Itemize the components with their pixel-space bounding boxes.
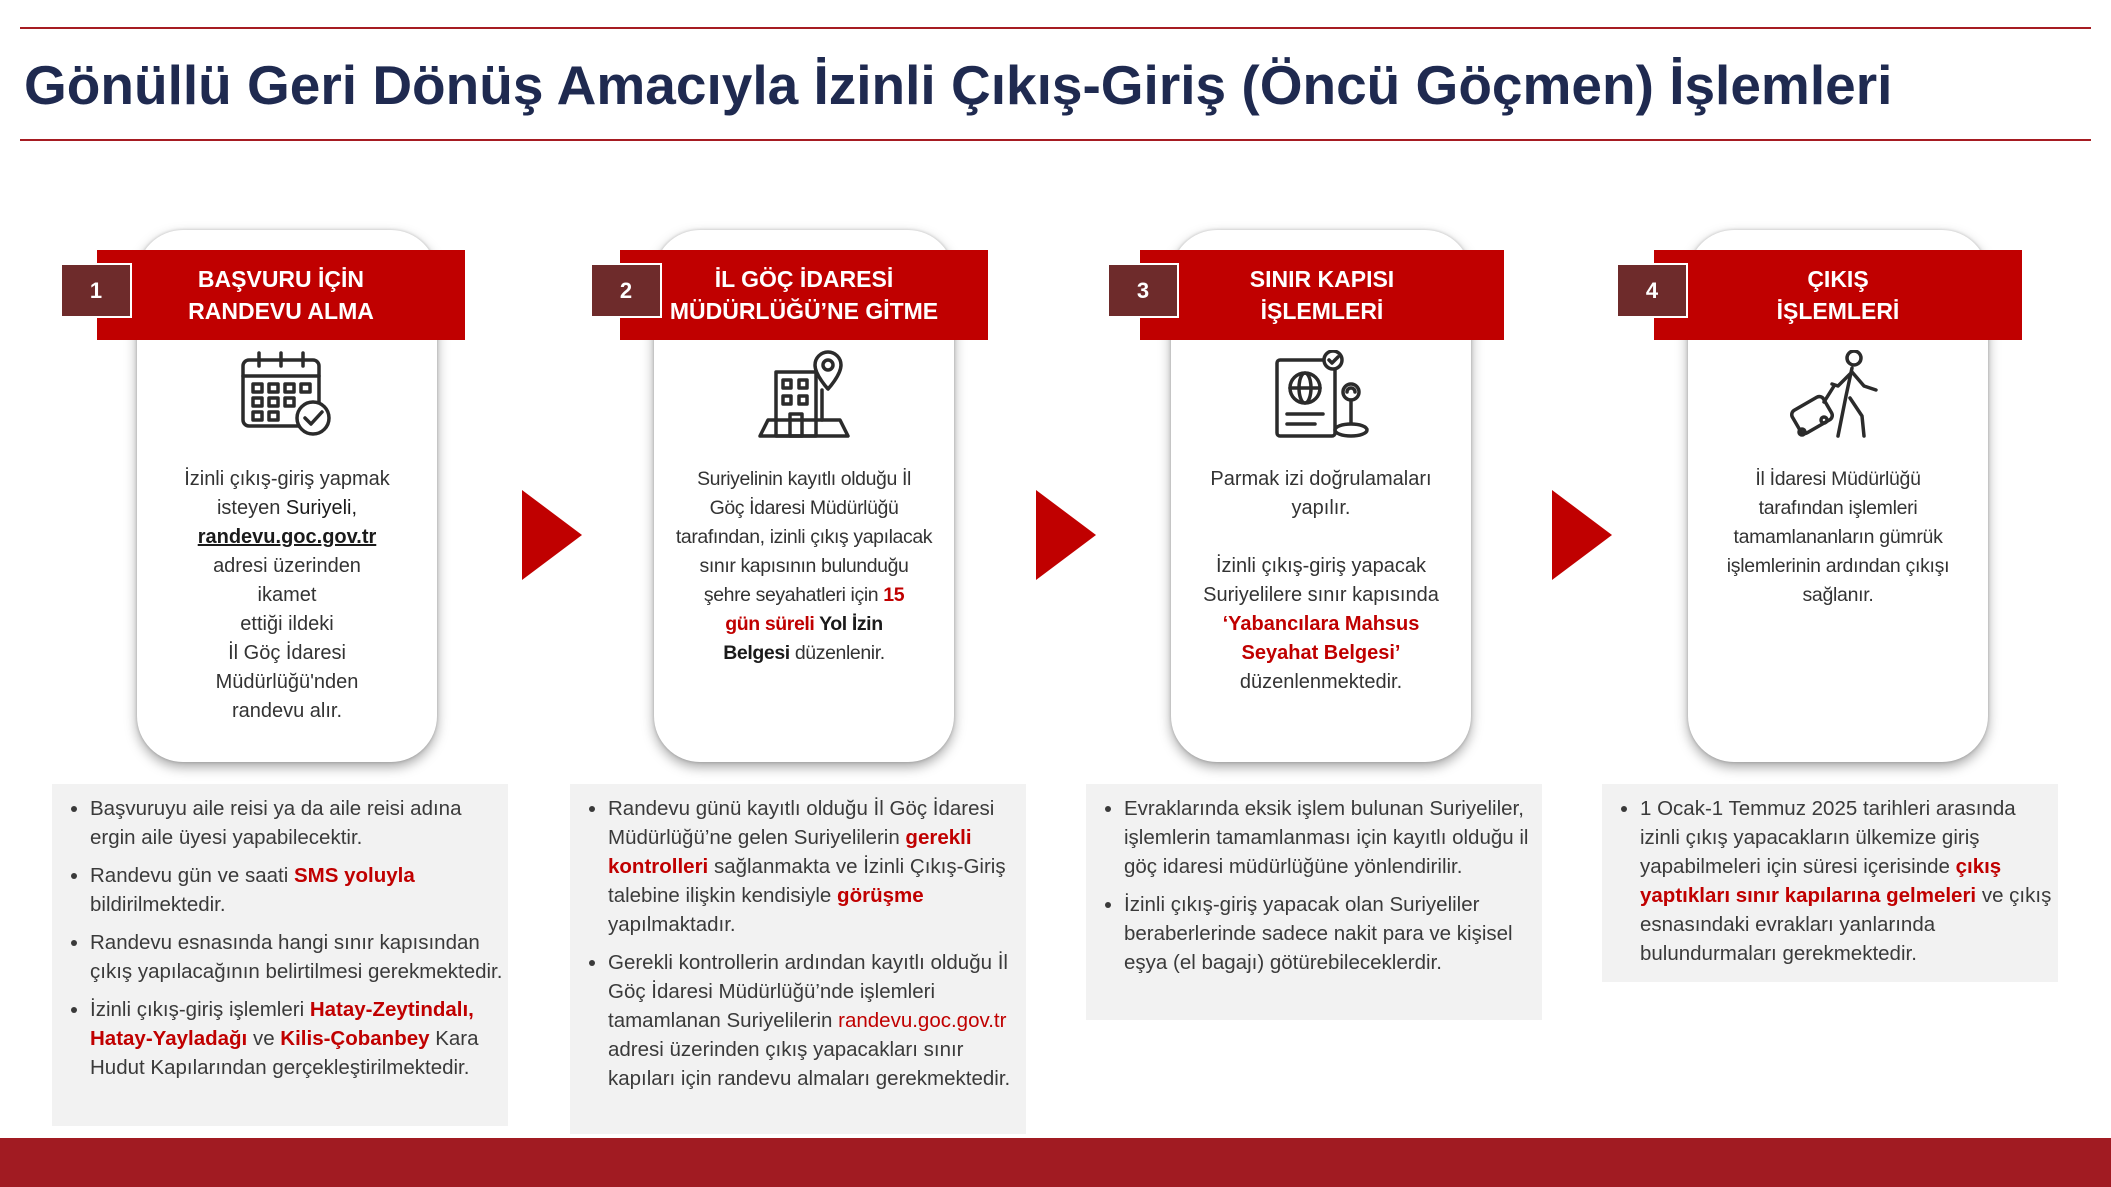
title-bottom-rule [20, 139, 2091, 141]
arrow-right-icon [522, 490, 582, 580]
list-item: • İzinli çıkış-giriş yapacak olan Suriyeliler beraberlerinde sadece nakit para ve kişisel eşya (el bagajı) götürebileceklerdir. [1124, 890, 1538, 977]
arrow-right-icon [1036, 490, 1096, 580]
arrow-right-icon [1552, 490, 1612, 580]
step-2-header: İL GÖÇ İDARESİ MÜDÜRLÜĞÜ’NE GİTME [620, 250, 988, 340]
step-2-number: 2 [590, 263, 662, 318]
page-title: Gönüllü Geri Dönüş Amacıyla İzinli Çıkış-Giriş (Öncü Göçmen) İşlemleri [24, 54, 1893, 116]
step-4-details [1602, 784, 2058, 982]
goc-link[interactable]: randevu.goc.gov.tr [197, 526, 377, 548]
calendar-check-icon [237, 350, 337, 440]
list-item: • Evraklarında eksik işlem bulunan Suriyeliler, işlemlerin tamamlanması için kayıtlı olduğu il göç idaresi müdürlüğüne yönlendirilir. [1124, 794, 1538, 881]
step-4-description: İl İdaresi Müdürlüğü tarafından işlemleri tamamlananların gümrük işlemlerinin ardından çıkışı sağlanır. [1726, 468, 1950, 606]
title-top-rule [20, 27, 2091, 29]
step-1-description: İzinli çıkış-giriş yapmak isteyen Suriyeli, randevu.goc.gov.tr adresi üzerinden ikamet ettiği ildeki İl Göç İdaresi Müdürlüğü'nden randevu alır. [153, 465, 421, 726]
step-3-description: Parmak izi doğrulamaları yapılır. İzinli çıkış-giriş yapacak Suriyelilere sınır kapısında ‘Yabancılara Mahsus Seyahat Belgesi’ düzenlenmektedir. [1203, 468, 1439, 693]
goc-link[interactable]: randevu.goc.gov.tr [838, 1009, 1007, 1032]
step-1-details [52, 784, 508, 1126]
step-2-details [570, 784, 1026, 1134]
step-3-details [1086, 784, 1542, 1020]
list-item: • Randevu günü kayıtlı olduğu İl Göç İdaresi Müdürlüğü’ne gelen Suriyelilerin gerekli kontrolleri sağlanmakta ve İzinli Çıkış-Giriş talebine ilişkin kendisiyle görüşme yapılmaktadır. [608, 794, 1022, 939]
list-item: • Gerekli kontrollerin ardından kayıtlı olduğu İl Göç İdaresi Müdürlüğü’nde işlemleri tamamlanan Suriyelilerin randevu.goc.gov.tr adresi üzerinden çıkış yapacakları sınır kapıları için randevu almaları gerekmektedir. [608, 948, 1022, 1093]
list-item: • Randevu esnasında hangi sınır kapısından çıkış yapılacağının belirtilmesi gerekmektedir. [90, 928, 504, 986]
traveler-luggage-icon [1788, 350, 1888, 440]
step-1-header: BAŞVURU İÇİN RANDEVU ALMA [97, 250, 465, 340]
passport-fingerprint-icon [1271, 350, 1371, 440]
building-location-icon [754, 350, 854, 440]
step-3-header: SINIR KAPISI İŞLEMLERİ [1140, 250, 1504, 340]
footer-bar [0, 1138, 2111, 1187]
step-2-description: Suriyelinin kayıtlı olduğu İl Göç İdaresi Müdürlüğü tarafından, izinli çıkış yapılacak sınır kapısının bulunduğu şehre seyahatleri için 15 gün süreli Yol İzin Belgesi düzenlenir. [675, 468, 933, 664]
list-item: • 1 Ocak-1 Temmuz 2025 tarihleri arasında izinli çıkış yapacakların ülkemize giriş yapabilmeleri için süresi içerisinde çıkış yaptıkları sınır kapılarına gelmeleri ve çıkış esnasındaki evrakları yanlarında bulundurmaları gerekmektedir. [1640, 794, 2054, 968]
list-item: • Randevu gün ve saati SMS yoluyla bildirilmektedir. [90, 861, 504, 919]
list-item: • Başvuruyu aile reisi ya da aile reisi adına ergin aile üyesi yapabilecektir. [90, 794, 504, 852]
list-item: • İzinli çıkış-giriş işlemleri Hatay-Zeytindalı, Hatay-Yayladağı ve Kilis-Çobanbey Kara Hudut Kapılarından gerçekleştirilmektedir. [90, 995, 504, 1082]
step-3-number: 3 [1107, 263, 1179, 318]
step-1-number: 1 [60, 263, 132, 318]
step-4-header: ÇIKIŞ İŞLEMLERİ [1654, 250, 2022, 340]
step-4-number: 4 [1616, 263, 1688, 318]
